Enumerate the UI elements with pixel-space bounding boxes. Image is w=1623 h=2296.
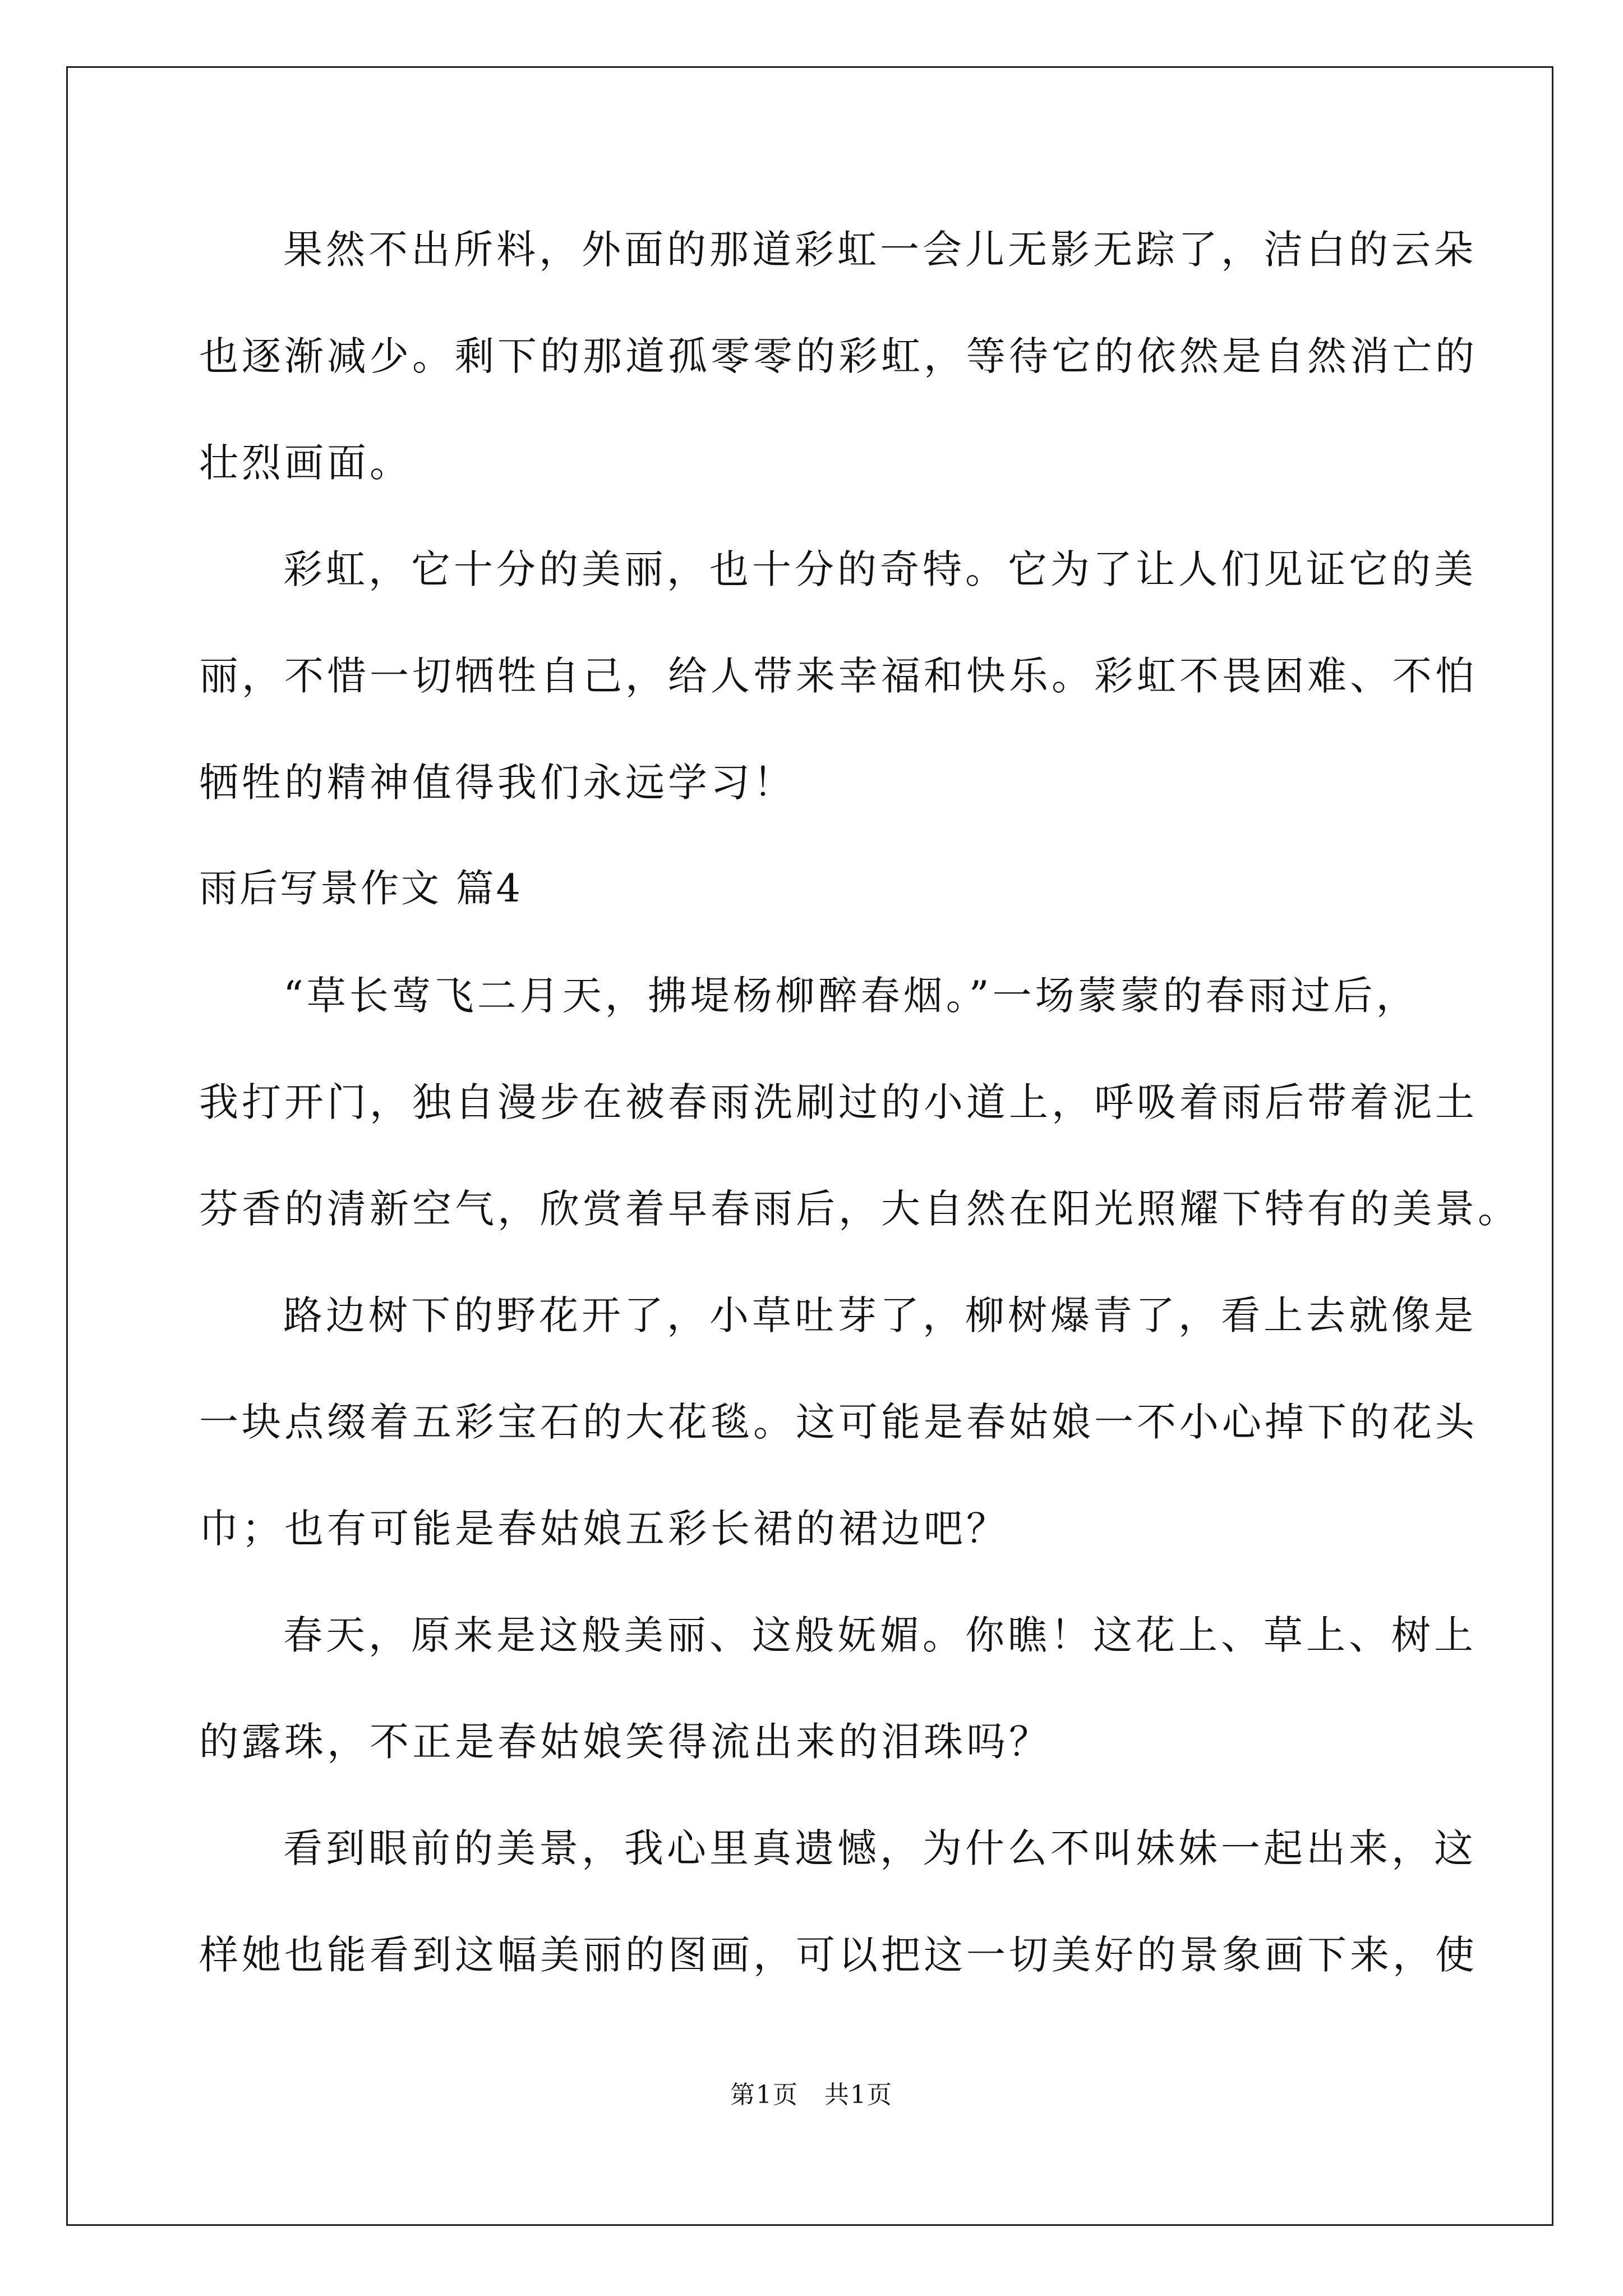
paragraph-line: 一块点缀着五彩宝石的大花毯。这可能是春姑娘一不小心掉下的花头 bbox=[199, 1399, 1478, 1445]
page-border bbox=[66, 66, 1553, 2226]
section-heading: 雨后写景作文 篇4 bbox=[199, 867, 523, 911]
paragraph-line: 也逐渐减少。剩下的那道孤零零的彩虹，等待它的依然是自然消亡的 bbox=[199, 333, 1478, 379]
paragraph-line: 彩虹，它十分的美丽，也十分的奇特。它为了让人们见证它的美 bbox=[283, 546, 1477, 592]
paragraph-line: 我打开门，独自漫步在被春雨洗刷过的小道上，呼吸着雨后带着泥土 bbox=[199, 1079, 1478, 1125]
paragraph-line: 果然不出所料，外面的那道彩虹一会儿无影无踪了，洁白的云朵 bbox=[283, 227, 1477, 273]
paragraph-line: 看到眼前的美景，我心里真遗憾，为什么不叫妹妹一起出来，这 bbox=[283, 1825, 1477, 1871]
paragraph-line: “草长莺飞二月天，拂堤杨柳醉春烟。”一场蒙蒙的春雨过后， bbox=[283, 973, 1419, 1019]
paragraph-line: 壮烈画面。 bbox=[199, 440, 412, 486]
paragraph-line: 春天，原来是这般美丽、这般妩媚。你瞧！这花上、草上、树上 bbox=[283, 1612, 1477, 1658]
paragraph-line: 丽，不惜一切牺牲自己，给人带来幸福和快乐。彩虹不畏困难、不怕 bbox=[199, 653, 1478, 699]
paragraph-line: 巾；也有可能是春姑娘五彩长裙的裙边吧？ bbox=[199, 1506, 1009, 1552]
paragraph-line: 路边树下的野花开了，小草吐芽了，柳树爆青了，看上去就像是 bbox=[283, 1292, 1477, 1338]
paragraph-line: 芬香的清新空气，欣赏着早春雨后，大自然在阳光照耀下特有的美景。 bbox=[199, 1186, 1520, 1232]
paragraph-line: 样她也能看到这幅美丽的图画，可以把这一切美好的景象画下来，使 bbox=[199, 1932, 1478, 1978]
paragraph-line: 牺牲的精神值得我们永远学习！ bbox=[199, 760, 796, 806]
paragraph-line: 的露珠，不正是春姑娘笑得流出来的泪珠吗？ bbox=[199, 1719, 1052, 1765]
page-footer: 第1页 共1页 bbox=[730, 2081, 893, 2109]
